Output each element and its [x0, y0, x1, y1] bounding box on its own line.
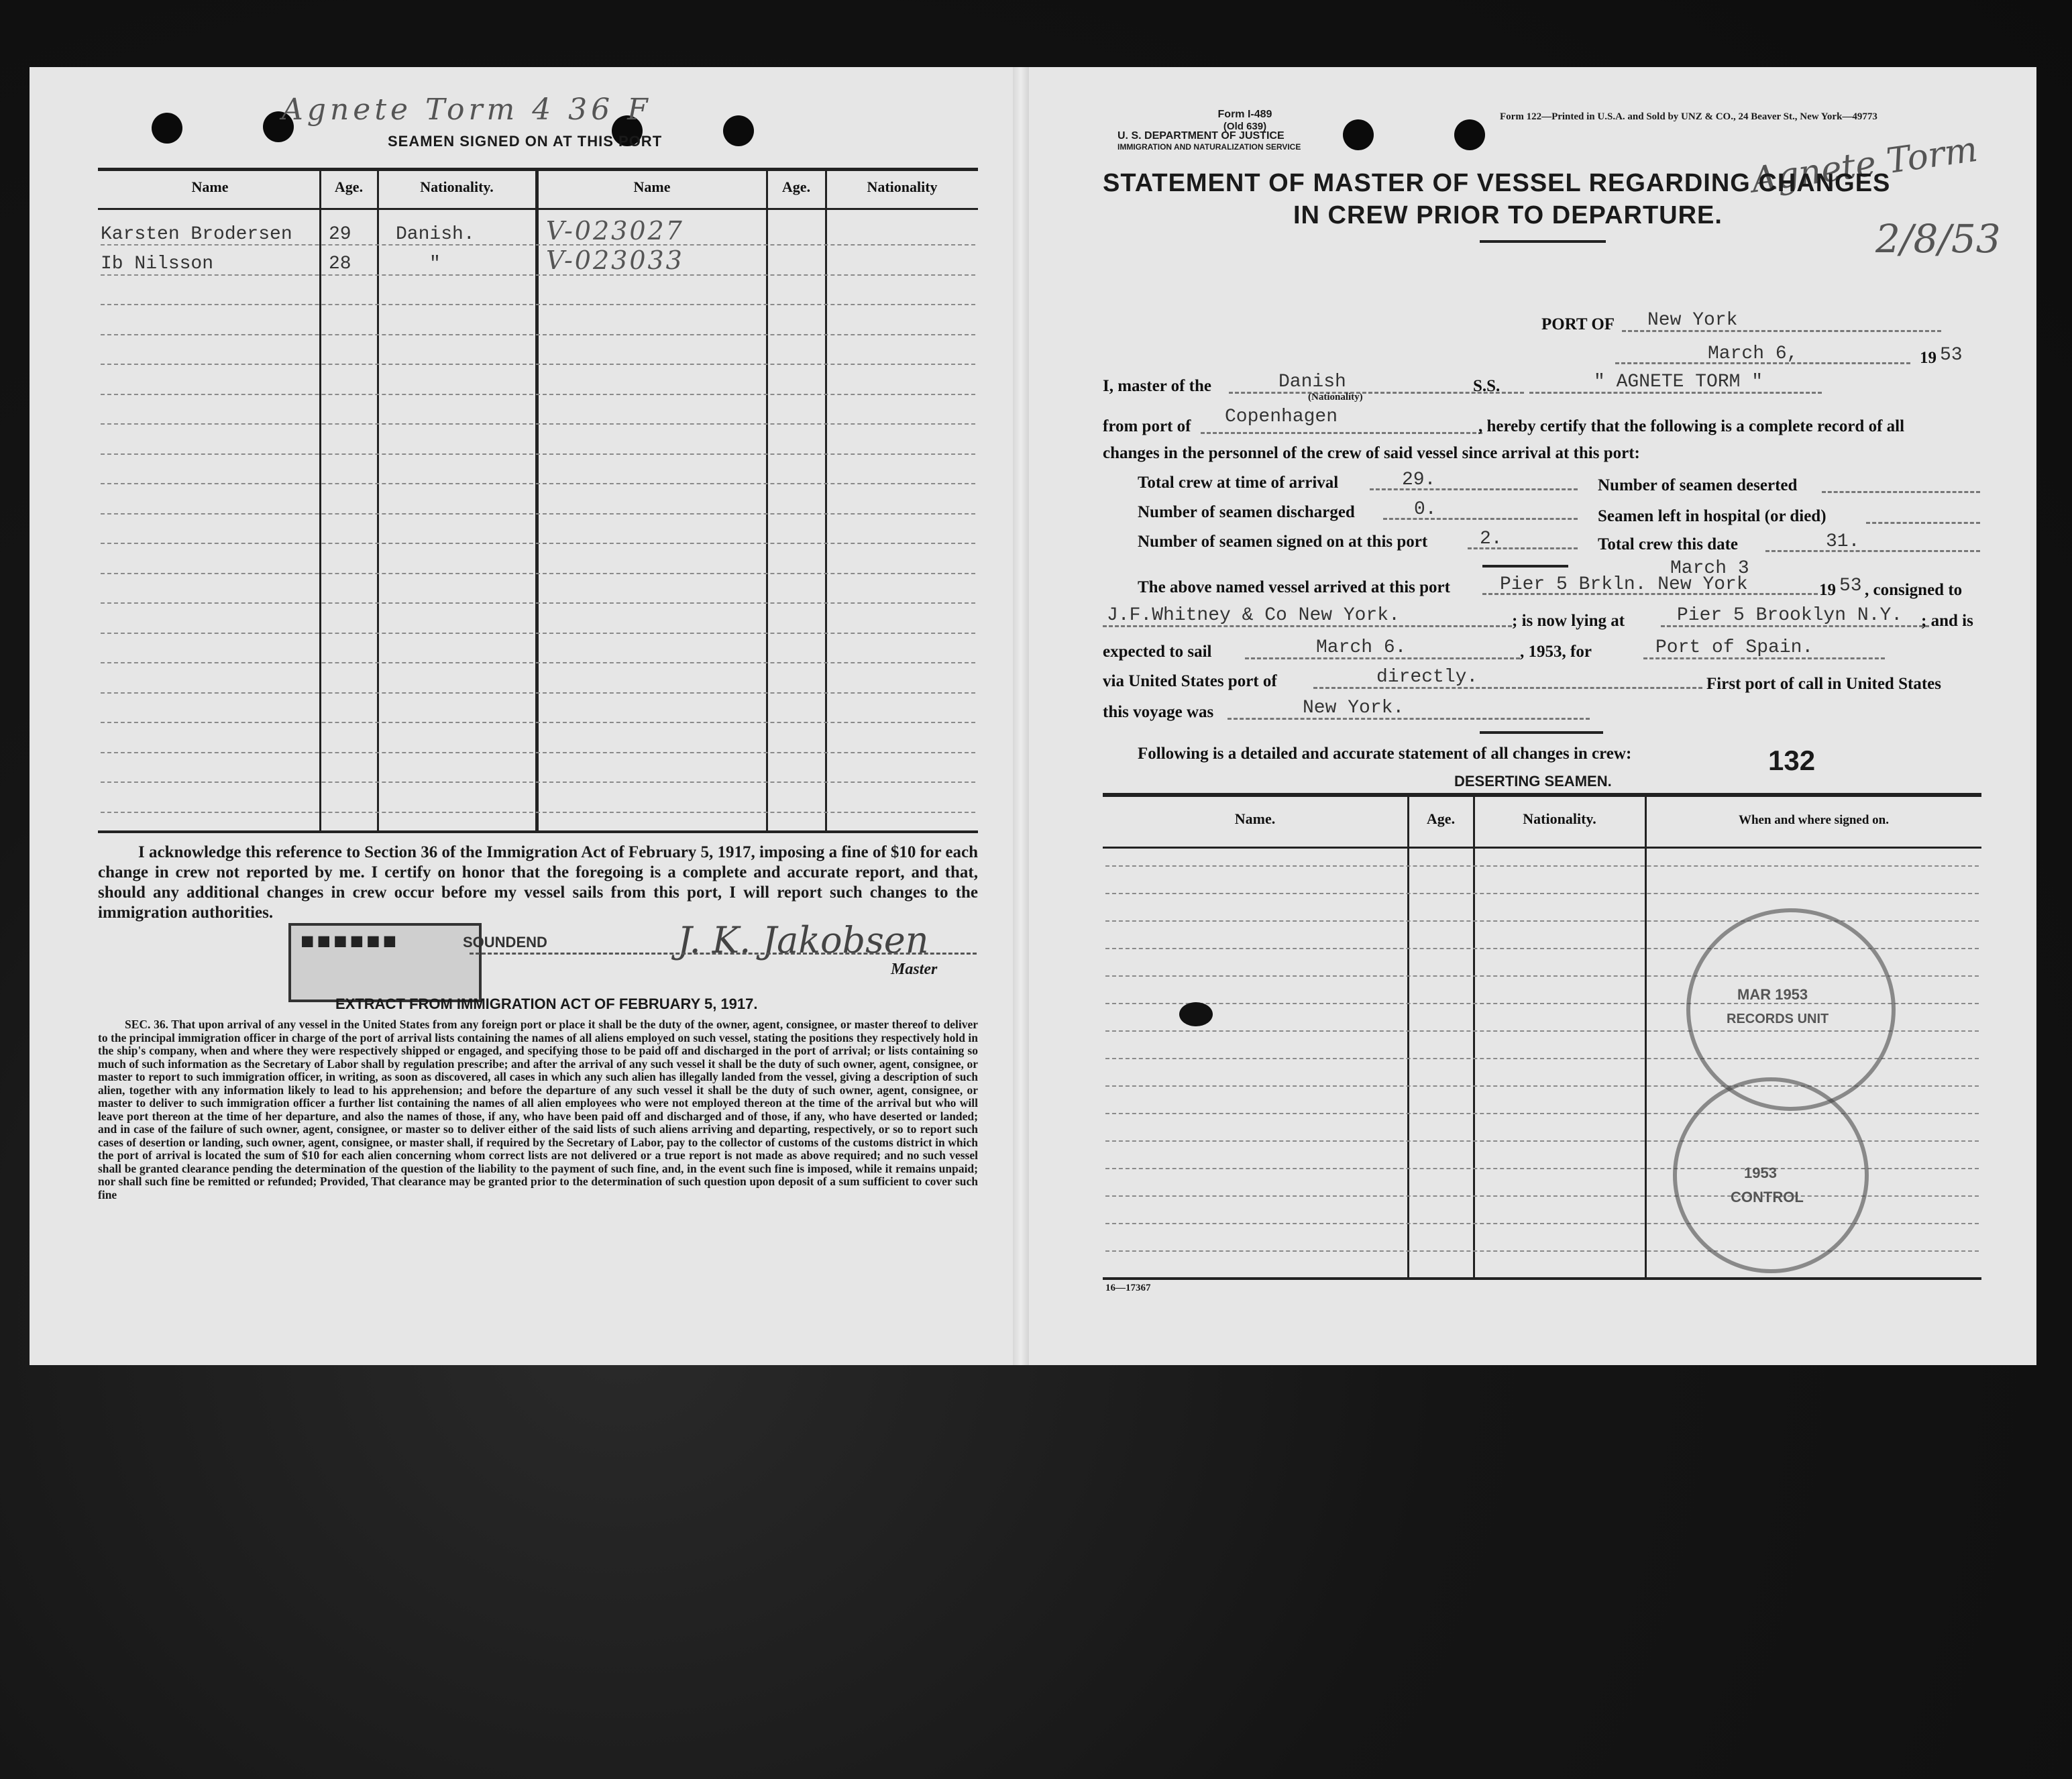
table-row-line: [101, 483, 975, 484]
punch-hole: [1343, 119, 1374, 150]
table-row-line: [101, 573, 975, 574]
deserting-title: DESERTING SEAMEN.: [1454, 773, 1612, 790]
sail-year: , 1953, for: [1520, 643, 1592, 661]
total-crew-value: 29.: [1402, 470, 1436, 490]
voyage-underline: [1228, 718, 1590, 720]
col-divider: [1407, 796, 1409, 1279]
deserting-table-header: [1103, 847, 1981, 849]
and-is: ; and is: [1921, 612, 1973, 630]
punch-hole: [723, 115, 754, 146]
first-port-label: First port of call in United States: [1706, 675, 1941, 693]
table-row-line: [101, 423, 975, 425]
department: U. S. DEPARTMENT OF JUSTICE: [1117, 130, 1285, 142]
handwritten-vessel-note: Agnete Torm 4 36 F: [282, 93, 652, 127]
stamp-top-unit: RECORDS UNIT: [1727, 1012, 1829, 1026]
table-row-line: [101, 752, 975, 753]
nationality-caption: (Nationality): [1308, 392, 1363, 402]
service: IMMIGRATION AND NATURALIZATION SERVICE: [1117, 142, 1301, 152]
nationality-value: Danish: [1278, 372, 1346, 392]
col-header-name-2: Name: [633, 178, 671, 195]
voyage-label: this voyage was: [1103, 703, 1214, 721]
handwritten-vessel-name: Agnete Torm: [1749, 129, 1980, 201]
deserted-underline: [1822, 491, 1980, 493]
destination-value: Port of Spain.: [1655, 637, 1814, 658]
discharged-value: 0.: [1414, 499, 1437, 520]
row-1-nationality: Danish.: [396, 224, 475, 245]
table-row-line: [1105, 1250, 1979, 1252]
table-row-line: [1105, 920, 1979, 922]
via-value: directly.: [1376, 667, 1478, 688]
table-row-line: [101, 543, 975, 544]
following-label: Following is a detailed and accurate statement of all changes in crew:: [1138, 745, 1632, 763]
form-title-line1: STATEMENT OF MASTER OF VESSEL REGARDING CHANGES: [1103, 169, 1891, 197]
stamp-blot: ■■■■■■: [301, 928, 400, 954]
handwritten-date: 2/8/53: [1875, 216, 2001, 262]
total-crew-underline: [1370, 488, 1578, 490]
discharged-label: Number of seamen discharged: [1138, 503, 1355, 521]
row-1-name: Karsten Brodersen: [101, 224, 292, 245]
voyage-value: New York.: [1303, 698, 1405, 718]
voyage-rule: [1480, 731, 1603, 734]
stamp-top-date: MAR 1953: [1737, 986, 1808, 1003]
sail-value: March 6.: [1316, 637, 1407, 658]
lying-value: Pier 5 Brooklyn N.Y.: [1677, 605, 1903, 626]
col-header-nationality: Nationality.: [1523, 810, 1596, 827]
sail-label: expected to sail: [1103, 643, 1212, 661]
table-row-line: [101, 334, 975, 335]
table-row-line: [101, 304, 975, 305]
port-value: New York: [1647, 310, 1738, 331]
table-row-line: [101, 274, 975, 276]
col-divider: [319, 169, 321, 830]
total-crew-label: Total crew at time of arrival: [1138, 474, 1339, 492]
footer-code: 16—17367: [1105, 1283, 1151, 1293]
form-title-line2: IN CREW PRIOR TO DEPARTURE.: [1293, 201, 1723, 229]
signature-line: [470, 953, 977, 955]
form-old-number: (Old 639): [1223, 121, 1267, 132]
row-1-age: 29: [329, 224, 351, 245]
ink-blot: [1179, 1002, 1213, 1026]
from-port-underline: [1201, 432, 1482, 434]
arrival-year: 53: [1839, 576, 1862, 596]
totals-rule: [1482, 565, 1568, 568]
col-divider: [1473, 796, 1475, 1279]
table-row-line: [101, 364, 975, 365]
section-title: SEAMEN SIGNED ON AT THIS PORT: [388, 133, 663, 150]
stamp-bottom-year: 1953: [1744, 1165, 1777, 1181]
lying-label: ; is now lying at: [1512, 612, 1625, 630]
certify-text-2: changes in the personnel of the crew of said vessel since arrival at this port:: [1103, 444, 1640, 462]
table-row-line: [101, 453, 975, 455]
vessel-name: " AGNETE TORM ": [1594, 372, 1763, 392]
table-row-line: [101, 513, 975, 515]
table-row-line: [101, 781, 975, 783]
via-underline: [1313, 687, 1702, 689]
table-row-line: [101, 633, 975, 634]
table-row-line: [1105, 865, 1979, 867]
discharged-underline: [1383, 518, 1578, 520]
acknowledgement-text: I acknowledge this reference to Section 36 of the Immigration Act of February 5, 1917, imposing a fine of $10 for each change in crew not reported by me. I certify on honor that the foregoing is a complete and accurate report, and that, should any additional changes in crew occur before my vessel sails from this port, I will report such changes to the immigration authorities.: [98, 843, 978, 922]
total-date-label: Total crew this date: [1598, 535, 1739, 553]
table-row-line: [101, 394, 975, 395]
year-value: 53: [1940, 345, 1963, 366]
col-divider: [825, 169, 827, 830]
hospital-label: Seamen left in hospital (or died): [1598, 507, 1826, 525]
extract-text: SEC. 36. That upon arrival of any vessel in the United States from any foreign port or place it shall be the duty of the owner, agent, consignee, or master thereof to deliver to the principal immigration officer in charge of the port of arrival lists containing the names of all aliens employed on such vessel, stating the positions they respectively hold in the ship's company, when and where they were respectively shipped or engaged, and specifying those to be paid off and discharged in the port of arrival; or lists containing so much of such information as the Secretary of Labor shall by regulation prescribe; and after the arrival of any such vessel it shall be the duty of such owner, agent, consignee, or master to report to such immigration officer, in writing, as soon as discovered, all cases in which any such alien has illegally landed from the vessel, giving a description of such alien, together with any information likely to lead to his apprehension; and before the departure of any such vessel it shall be the duty of such owner, agent, consignee, or master to deliver to such immigration officer a further list containing the names of all alien employees who were not employed thereon at the time of the arrival but who will leave port thereon at the time of her departure, and also the names of those, if any, who have been paid off and discharged and of those, if any, who have deserted or landed; and in case of the failure of such owner, agent, consignee, or master so to deliver either of the said lists of such aliens arriving and departing, respectively, or so to report such cases of desertion or landing, such owner, agent, consignee, or master shall, if required by the Secretary of Labor, pay to the collector of customs of the customs district in which the port of arrival is located the sum of $10 for each alien concerning whom correct lists are not delivered or a true report is not made as above required; and no such vessel shall be granted clearance pending the determination of the question of the liability to the payment of such fine, and, in the event such fine is imposed, while it remains unpaid; nor shall such fine be remitted or refunded; Provided, That clearance may be granted prior to the determination of such question upon deposit of a sum sufficient to cover such fine: [98, 1018, 978, 1201]
certify-text: , hereby certify that the following is a complete record of all: [1478, 417, 1905, 435]
col-header-name: Name.: [1234, 810, 1276, 827]
form-number: Form I-489: [1217, 109, 1272, 120]
signed-on-value: 2.: [1480, 529, 1503, 549]
col-header-age: Age.: [1426, 810, 1456, 827]
master-signature: J. K. Jakobsen: [677, 919, 929, 961]
col-header-nationality: Nationality.: [420, 178, 494, 195]
document-number: 132: [1768, 745, 1816, 776]
table-row-line: [101, 812, 975, 813]
vessel-type: S.S.: [1473, 377, 1501, 395]
deserting-table-top: [1103, 793, 1981, 797]
arrived-label: The above named vessel arrived at this port: [1138, 578, 1450, 596]
stamp-text: SOUNDEND: [463, 934, 547, 951]
page-fold: [1013, 67, 1029, 1365]
signed-on-label: Number of seamen signed on at this port: [1138, 533, 1428, 551]
date-value: March 6,: [1708, 343, 1798, 364]
total-date-underline: [1765, 550, 1980, 552]
extract-title: EXTRACT FROM IMMIGRATION ACT OF FEBRUARY 5, 1917.: [335, 995, 758, 1012]
col-header-age: Age.: [334, 178, 364, 195]
table-bottom-rule: [98, 830, 978, 833]
col-header-name: Name: [191, 178, 229, 195]
total-date-value: 31.: [1826, 531, 1860, 552]
table-row-line: [101, 692, 975, 694]
col-divider: [1645, 796, 1647, 1279]
table-row-line: [101, 662, 975, 663]
year-prefix: 19: [1920, 349, 1937, 367]
arrival-date: March 3: [1670, 558, 1749, 579]
punch-hole: [152, 113, 182, 144]
col-divider: [766, 169, 768, 830]
consigned-label: , consigned to: [1865, 581, 1963, 599]
row-2-age: 28: [329, 254, 351, 274]
row-2-nationality: ": [429, 254, 441, 274]
arrival-year-prefix: 19: [1819, 581, 1836, 599]
col-header-age-2: Age.: [781, 178, 811, 195]
table-row-line: [1105, 893, 1979, 894]
table-row-line: [101, 602, 975, 604]
col-header-nationality-2: Nationality: [867, 178, 938, 195]
col-divider: [535, 169, 539, 830]
row-2-name: Ib Nilsson: [101, 254, 214, 274]
stamp-bottom-control: CONTROL: [1731, 1189, 1804, 1205]
col-header-signed-on: When and where signed on.: [1738, 813, 1889, 827]
punch-hole: [1454, 119, 1485, 150]
via-label: via United States port of: [1103, 672, 1277, 690]
deserted-label: Number of seamen deserted: [1598, 476, 1798, 494]
row-1-visa-number: V-023027: [546, 216, 684, 246]
master-of-label: I, master of the: [1103, 377, 1211, 395]
from-port-value: Copenhagen: [1225, 407, 1338, 427]
title-underline: [1480, 240, 1606, 243]
deserting-table-bottom: [1103, 1277, 1981, 1280]
hospital-underline: [1866, 522, 1980, 524]
from-port-label: from port of: [1103, 417, 1191, 435]
port-label: PORT OF: [1541, 315, 1615, 333]
col-divider: [377, 169, 379, 830]
master-label: Master: [891, 961, 938, 978]
arrival-pier: Pier 5 Brkln. New York: [1500, 574, 1748, 595]
printer-note: Form 122—Printed in U.S.A. and Sold by UNZ & CO., 24 Beaver St., New York—49773: [1500, 111, 1877, 122]
consignee-value: J.F.Whitney & Co New York.: [1107, 605, 1400, 626]
row-2-visa-number: V-023033: [546, 246, 684, 275]
table-row-line: [101, 722, 975, 723]
